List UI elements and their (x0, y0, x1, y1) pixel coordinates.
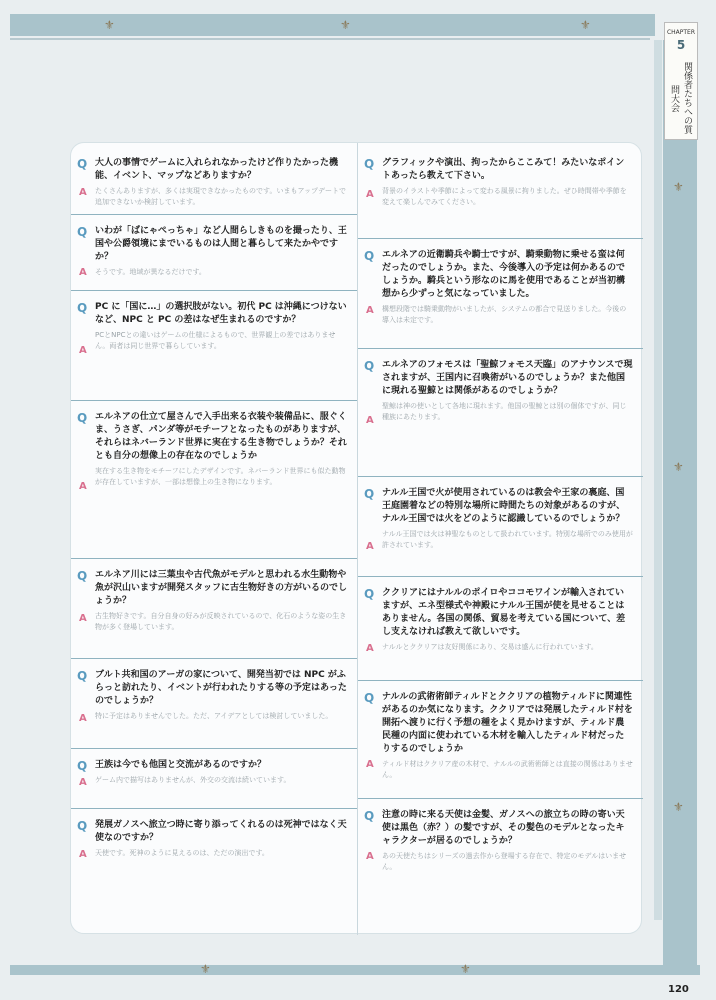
qa-item (358, 477, 643, 577)
question-text: いわが「ばにゃぺっちゃ」など人間らしきものを撮ったり、王国や公爵領境にまでいるものは人間と暮らして来たかやですか？ (95, 226, 347, 262)
chapter-label: CHAPTER (666, 29, 696, 36)
ornament-icon: ⚜ (200, 962, 211, 976)
answer-mark: A (366, 189, 374, 200)
answer-mark: A (79, 187, 87, 198)
answer-mark: A (366, 415, 374, 426)
qa-item (358, 681, 643, 799)
answer-mark: A (79, 613, 87, 624)
answer-mark: A (366, 305, 374, 316)
answer-mark: A (366, 643, 374, 654)
left-column (71, 143, 357, 935)
answer-text: ティルド材はククリア産の木材で、ナルルの武術術師とは直接の関係はありません。 (382, 760, 633, 779)
question-text: エルネアの仕立て屋さんで入手出来る衣装や装備品に、服ぐくま、うさぎ、パンダ等がモチーフとなったものがありますが、それらはネバーランド世界に実在する生き物でしょうか？それとも自分の想像上の存在なのでしょうか (95, 412, 347, 461)
question-mark: Q (77, 225, 88, 239)
answer-text: あの天使たちはシリーズの過去作から登場する存在で、特定のモデルはいません。 (382, 852, 627, 871)
qa-item (358, 143, 643, 239)
question-text: 大人の事情でゲームに入れられなかったけど作りたかった機能、イベント、マップなどありますか？ (95, 158, 339, 181)
chapter-title: 関係者たちへの質問大会 (669, 62, 692, 134)
answer-mark: A (79, 777, 87, 788)
answer-text: 聖鯨は神の使いとして各地に現れます。他国の聖鯨とは別の個体ですが、同じ種族にあたります。 (382, 402, 627, 421)
answer-text: そうです。地域が異なるだけです。 (95, 268, 206, 276)
right-inner-border (654, 40, 662, 920)
ornament-icon: ⚜ (104, 18, 115, 32)
question-mark: Q (77, 301, 88, 315)
question-mark: Q (364, 691, 375, 705)
answer-mark: A (79, 267, 87, 278)
question-mark: Q (77, 411, 88, 425)
qa-item (71, 809, 357, 923)
question-text: グラフィックや演出、拘ったからここみて！みたいなポイントあったら教えて下さい。 (382, 158, 625, 181)
answer-text: 古生物好きです。自分自身の好みが反映されているので、化石のような姿の生き物が多く登場しています。 (95, 612, 347, 631)
question-text: 王族は今でも他国と交流があるのですか？ (95, 760, 267, 770)
top-border-line (10, 38, 650, 40)
answer-text: 構想段階では騎乗動物がいましたが、システムの都合で見送りました。今後の導入は未定です。 (382, 305, 627, 324)
question-mark: Q (77, 569, 88, 583)
answer-mark: A (79, 849, 87, 860)
question-text: ククリアにはナルルのポイロやココモワインが輸入されていますが、エネ型様式や神殿にナルル王国が使を見せることはありません。各国の関係、貿易を考えている国について、差し支えなければ教えて欲しいです。 (382, 588, 626, 637)
qa-item (71, 143, 357, 215)
answer-text: ナルルとククリアは友好関係にあり、交易は盛んに行われています。 (382, 643, 598, 651)
answer-text: ゲーム内で描写はありませんが、外交の交流は続いています。 (95, 776, 291, 784)
ornament-icon: ⚜ (673, 800, 684, 814)
answer-mark: A (366, 851, 374, 862)
question-mark: Q (364, 359, 375, 373)
chapter-tab (664, 22, 698, 140)
answer-mark: A (366, 759, 374, 770)
answer-mark: A (79, 481, 87, 492)
ornament-icon: ⚜ (580, 18, 591, 32)
question-text: ブルト共和国のアーガの家について、開発当初では NPC がふらっと訪れたり、イベントが行われたりする等の予定はあったのでしょうか？ (95, 670, 347, 706)
answer-mark: A (79, 345, 87, 356)
answer-text: 背景のイラストや季節によって変わる風景に拘りました。ぜひ時間帯や季節を変えて楽しんでみてください。 (382, 187, 627, 206)
question-mark: Q (77, 157, 88, 171)
qa-panel (70, 142, 642, 934)
chapter-number: 5 (676, 38, 686, 52)
right-column (357, 143, 643, 935)
qa-item (71, 559, 357, 659)
answer-text: ナルル王国では火は神聖なものとして扱われています。特別な場所でのみ使用が許されています。 (382, 530, 633, 549)
question-mark: Q (364, 157, 375, 171)
question-mark: Q (364, 487, 375, 501)
question-mark: Q (364, 587, 375, 601)
qa-item (71, 215, 357, 291)
answer-text: 特に予定はありませんでした。ただ、アイデアとしては検討していました。 (95, 712, 333, 720)
question-mark: Q (364, 249, 375, 263)
question-mark: Q (77, 669, 88, 683)
question-text: エルネアの近衛騎兵や騎士ですが、騎乗動物に乗せる蛮は何だったのでしょうか。また、今後導入の予定は何かあるのでしょうか。騎兵という形なのに馬を使用であることが当初構想から少ずっと気になっていました。 (382, 250, 626, 299)
answer-text: 実在する生き物をモチーフにしたデザインです。ネバーランド世界にも似た動物が存在していますが、一部は想像上の生き物になります。 (95, 467, 346, 486)
qa-item (71, 659, 357, 749)
answer-text: PCとNPCとの違いはゲームの仕様によるもので、世界観上の差ではありません。両者は同じ世界で暮らしています。 (95, 331, 336, 350)
qa-item (71, 749, 357, 809)
answer-text: たくさんありますが、多くは実現できなかったものです。いまもアップデートで追加できないか検討しています。 (95, 187, 346, 206)
page-number: 120 (668, 984, 689, 995)
question-text: PC に「国に…」の選択肢がない。初代 PC は沖縄につけないなど、NPC と PC の差はなぜ生まれるのですか？ (95, 302, 347, 325)
ornament-icon: ⚜ (673, 180, 684, 194)
ornament-icon: ⚜ (340, 18, 351, 32)
question-text: エルネアのフォモスは「聖鯨フォモス天臨」のアナウンスで現されますが、王国内に召喚術がいるのでしょうか？また他国に現れる聖鯨とは関係があるのでしょうか？ (382, 360, 633, 396)
question-mark: Q (77, 819, 88, 833)
question-mark: Q (364, 809, 375, 823)
qa-item (71, 291, 357, 401)
qa-item (358, 239, 643, 349)
answer-mark: A (79, 713, 87, 724)
ornament-icon: ⚜ (460, 962, 471, 976)
qa-item (358, 577, 643, 681)
question-text: 注意の時に来る天使は金髪、ガノスへの旅立ちの時の寄い天使は黒色（赤？）の髪ですが、その髪色のモデルとなったキャラクターが居るのでしょうか？ (382, 810, 625, 846)
bottom-border-frame (10, 965, 700, 975)
ornament-icon: ⚜ (673, 460, 684, 474)
qa-item (71, 401, 357, 559)
qa-item (358, 349, 643, 477)
question-text: エルネア川には三葉虫や古代魚がモデルと思われる水生動物や魚が沢山いますが開発スタッフに古生物好きの方がいるのでしょうか？ (95, 570, 348, 606)
qa-item (358, 799, 643, 935)
answer-text: 天使です。死神のように見えるのは、ただの演出です。 (95, 849, 269, 857)
question-text: 発展ガノスへ旅立つ時に寄り添ってくれるのは死神ではなく天使なのですか？ (95, 820, 347, 843)
answer-mark: A (366, 541, 374, 552)
question-text: ナルルの武術術師ティルドとククリアの植物ティルドに関連性があるのか気になります。ククリアでは発展したティルド村を開拓へ渡りに行く予想の種をよく見かけますが、ティルド農民種の内面に使われている木材を輸入したティルド材だったりするのでしょうか (382, 692, 633, 754)
question-mark: Q (77, 759, 88, 773)
question-text: ナルル王国で火が使用されているのは教会や王家の裏庭、国王庭園着などの特別な場所に時間たちの対象があるのすが、ナルル王国では火をどのように認識しているのでしょうか？ (382, 488, 626, 524)
